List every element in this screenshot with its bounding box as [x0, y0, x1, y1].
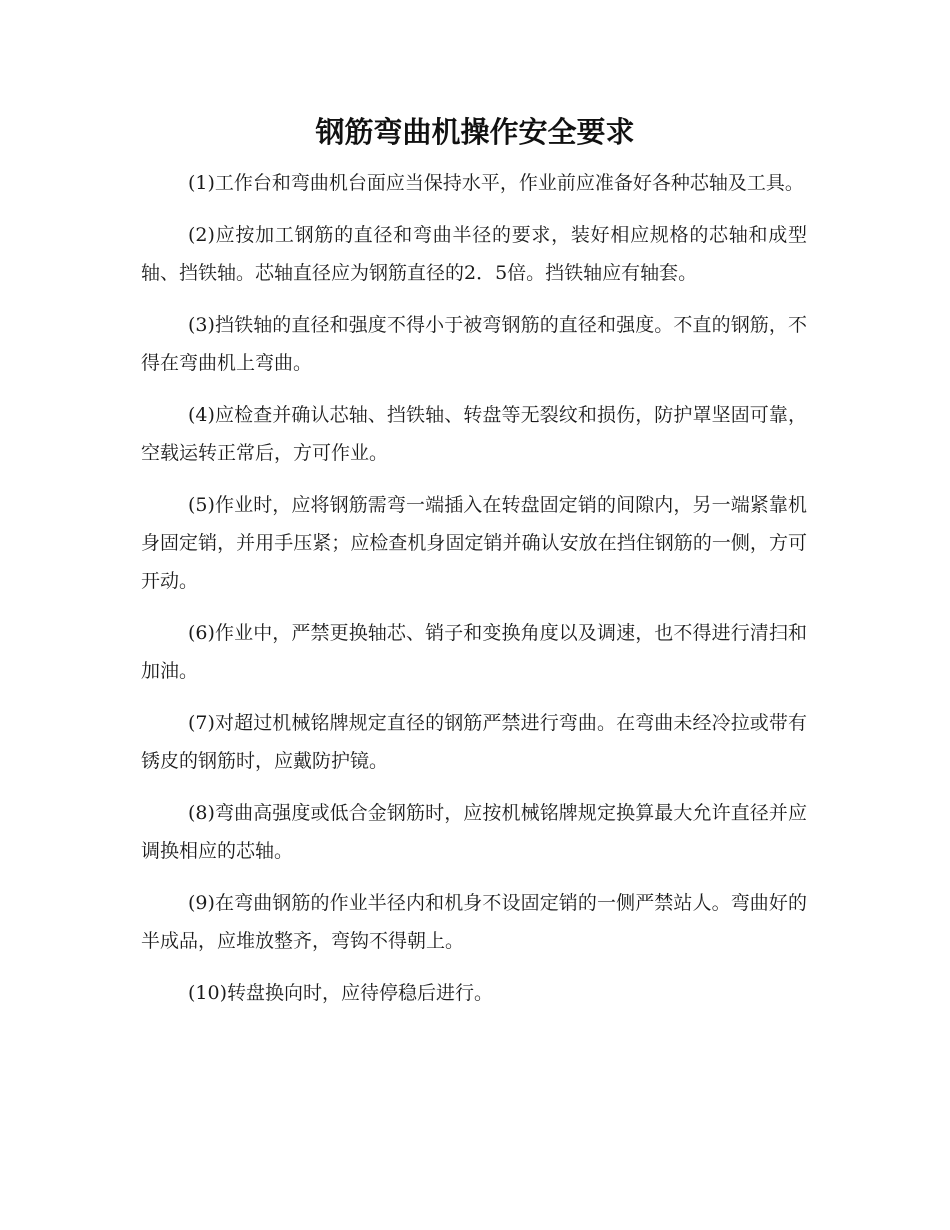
- paragraph-4: (4)应检查并确认芯轴、挡铁轴、转盘等无裂纹和损伤，防护罩坚固可靠，空载运转正常后，方可作业。: [141, 404, 807, 464]
- paragraph-1: (1)工作台和弯曲机台面应当保持水平，作业前应准备好各种芯轴及工具。: [188, 172, 804, 194]
- paragraph-6: (6)作业中，严禁更换轴芯、销子和变换角度以及调速，也不得进行清扫和加油。: [141, 622, 807, 682]
- document-title: 钢筋弯曲机操作安全要求: [315, 115, 635, 149]
- document-body: [141, 164, 807, 1026]
- paragraph-2: (2)应按加工钢筋的直径和弯曲半径的要求，装好相应规格的芯轴和成型轴、挡铁轴。芯轴直径应为钢筋直径的2．5倍。挡铁轴应有轴套。: [141, 224, 807, 284]
- paragraph-8: (8)弯曲高强度或低合金钢筋时，应按机械铭牌规定换算最大允许直径并应调换相应的芯轴。: [141, 802, 807, 862]
- paragraph-5: (5)作业时，应将钢筋需弯一端插入在转盘固定销的间隙内，另一端紧靠机身固定销，并用手压紧；应检查机身固定销并确认安放在挡住钢筋的一侧，方可开动。: [141, 494, 807, 592]
- paragraph-7: (7)对超过机械铭牌规定直径的钢筋严禁进行弯曲。在弯曲未经冷拉或带有锈皮的钢筋时，应戴防护镜。: [141, 712, 807, 772]
- paragraph-10: (10)转盘换向时，应待停稳后进行。: [188, 982, 494, 1004]
- paragraph-9: (9)在弯曲钢筋的作业半径内和机身不设固定销的一侧严禁站人。弯曲好的半成品，应堆放整齐，弯钩不得朝上。: [141, 892, 807, 952]
- paragraph-3: (3)挡铁轴的直径和强度不得小于被弯钢筋的直径和强度。不直的钢筋，不得在弯曲机上弯曲。: [141, 314, 807, 374]
